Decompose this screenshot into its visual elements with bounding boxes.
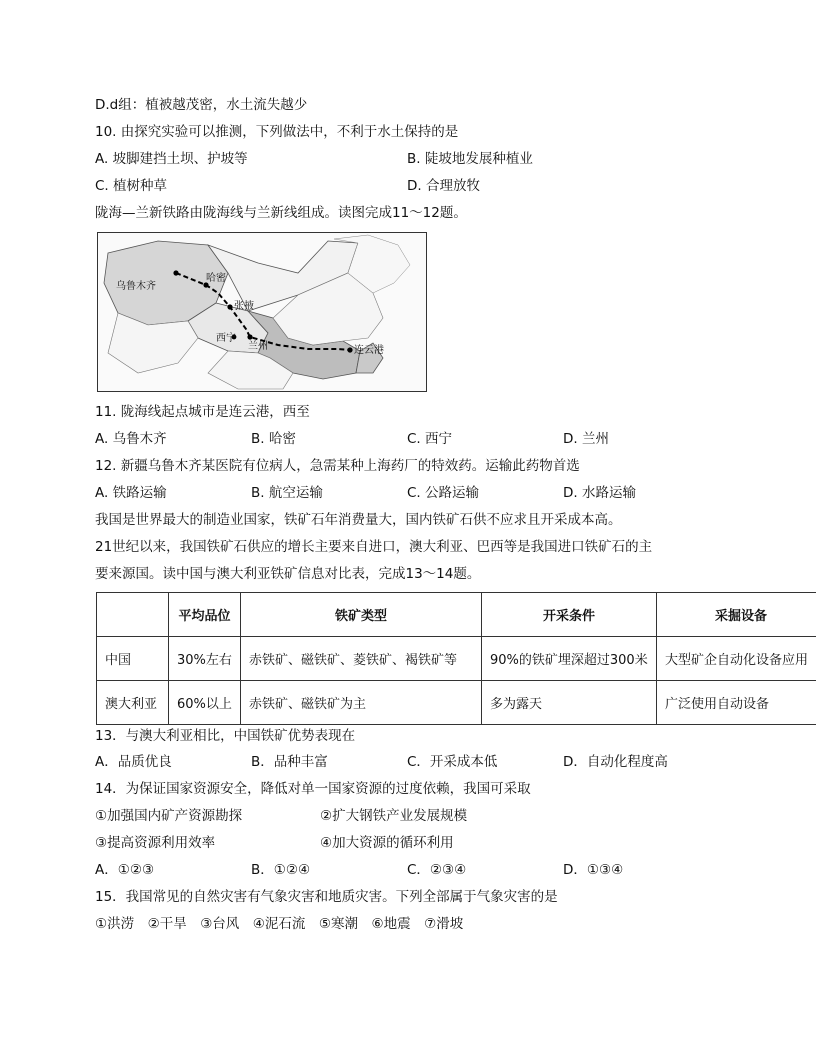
city-dot-zhangye <box>227 304 232 309</box>
q13-option-d: D．自动化程度高 <box>563 754 668 770</box>
table-header-cell: 铁矿类型 <box>241 593 482 637</box>
q12-option-a: A. 铁路运输 <box>95 485 167 501</box>
q13-option-a: A．品质优良 <box>95 754 172 770</box>
table-cell: 中国 <box>97 637 169 681</box>
q14-item-1: ①加强国内矿产资源勘探 <box>95 808 243 824</box>
rail-intro: 陇海—兰新铁路由陇海线与兰新线组成。读图完成11～12题。 <box>95 205 467 221</box>
table-header-cell: 平均品位 <box>169 593 241 637</box>
q13-option-b: B．品种丰富 <box>251 754 328 770</box>
q15-items: ①洪涝 ②干旱 ③台风 ④泥石流 ⑤寒潮 ⑥地震 ⑦滑坡 <box>95 916 464 932</box>
label-xining: 西宁 <box>216 333 236 344</box>
q10-option-a: A. 坡脚建挡土坝、护坡等 <box>95 151 248 167</box>
table-row <box>97 637 816 681</box>
iron-intro-line-1: 我国是世界最大的制造业国家，铁矿石年消费量大，国内铁矿石供不应求且开采成本高。 <box>95 512 622 528</box>
table-header-row <box>97 593 816 637</box>
q12-stem: 12. 新疆乌鲁木齐某医院有位病人，急需某种上海药厂的特效药。运输此药物首选 <box>95 458 580 474</box>
q15-stem: 15．我国常见的自然灾害有气象灾害和地质灾害。下列全部属于气象灾害的是 <box>95 889 558 905</box>
city-dot-urumqi <box>173 270 178 275</box>
table-cell: 赤铁矿、磁铁矿、菱铁矿、褐铁矿等 <box>241 637 482 681</box>
q10-option-c: C. 植树种草 <box>95 178 168 194</box>
q11-option-c: C. 西宁 <box>407 431 453 447</box>
q12-option-c: C. 公路运输 <box>407 485 480 501</box>
q14-item-2: ②扩大钢铁产业发展规模 <box>320 808 468 824</box>
table-cell: 赤铁矿、磁铁矿为主 <box>241 681 482 725</box>
iron-intro-line-3: 要来源国。读中国与澳大利亚铁矿信息对比表，完成13～14题。 <box>95 566 481 582</box>
q11-stem: 11. 陇海线起点城市是连云港，西至 <box>95 404 310 420</box>
iron-ore-comparison-table <box>96 592 816 725</box>
label-urumqi: 乌鲁木齐 <box>116 281 156 292</box>
table-cell: 大型矿企自动化设备应用 <box>657 637 816 681</box>
table-cell: 90%的铁矿埋深超过300米 <box>482 637 657 681</box>
iron-intro-line-2: 21世纪以来，我国铁矿石供应的增长主要来自进口，澳大利亚、巴西等是我国进口铁矿石的主 <box>95 539 653 555</box>
q14-option-b: B．①②④ <box>251 862 311 878</box>
q13-option-c: C．开采成本低 <box>407 754 498 770</box>
table-cell: 广泛使用自动设备 <box>657 681 816 725</box>
railway-map-figure <box>98 233 426 391</box>
table-header-cell <box>97 593 169 637</box>
q9-option-d: D.d组：植被越茂密，水土流失越少 <box>95 97 308 113</box>
label-zhangye: 张掖 <box>234 301 254 312</box>
city-dot-lanzhou <box>247 334 252 339</box>
q14-option-a: A．①②③ <box>95 862 155 878</box>
q14-item-4: ④加大资源的循环利用 <box>320 835 454 851</box>
q11-option-d: D. 兰州 <box>563 431 609 447</box>
q14-item-3: ③提高资源利用效率 <box>95 835 216 851</box>
table-header-cell: 开采条件 <box>482 593 657 637</box>
table-cell: 30%左右 <box>169 637 241 681</box>
q10-option-b: B. 陡坡地发展种植业 <box>407 151 533 167</box>
label-lianyungang: 连云港 <box>354 345 384 356</box>
q12-option-d: D. 水路运输 <box>563 485 636 501</box>
q14-option-c: C．②③④ <box>407 862 467 878</box>
q10-option-d: D. 合理放牧 <box>407 178 480 194</box>
q10-stem: 10. 由探究实验可以推测，下列做法中，不利于水土保持的是 <box>95 124 459 140</box>
railway-map <box>97 232 427 392</box>
q14-option-d: D．①③④ <box>563 862 624 878</box>
q14-stem: 14．为保证国家资源安全，降低对单一国家资源的过度依赖，我国可采取 <box>95 781 531 797</box>
q11-option-a: A. 乌鲁木齐 <box>95 431 167 447</box>
q12-option-b: B. 航空运输 <box>251 485 323 501</box>
label-hami: 哈密 <box>206 273 226 284</box>
city-dot-lianyungang <box>347 347 352 352</box>
table-cell: 澳大利亚 <box>97 681 169 725</box>
table-cell: 60%以上 <box>169 681 241 725</box>
table-row <box>97 681 816 725</box>
table-header-cell: 采掘设备 <box>657 593 816 637</box>
label-lanzhou: 兰州 <box>248 341 268 352</box>
table-cell: 多为露天 <box>482 681 657 725</box>
q11-option-b: B. 哈密 <box>251 431 296 447</box>
q13-stem: 13．与澳大利亚相比，中国铁矿优势表现在 <box>95 728 356 744</box>
